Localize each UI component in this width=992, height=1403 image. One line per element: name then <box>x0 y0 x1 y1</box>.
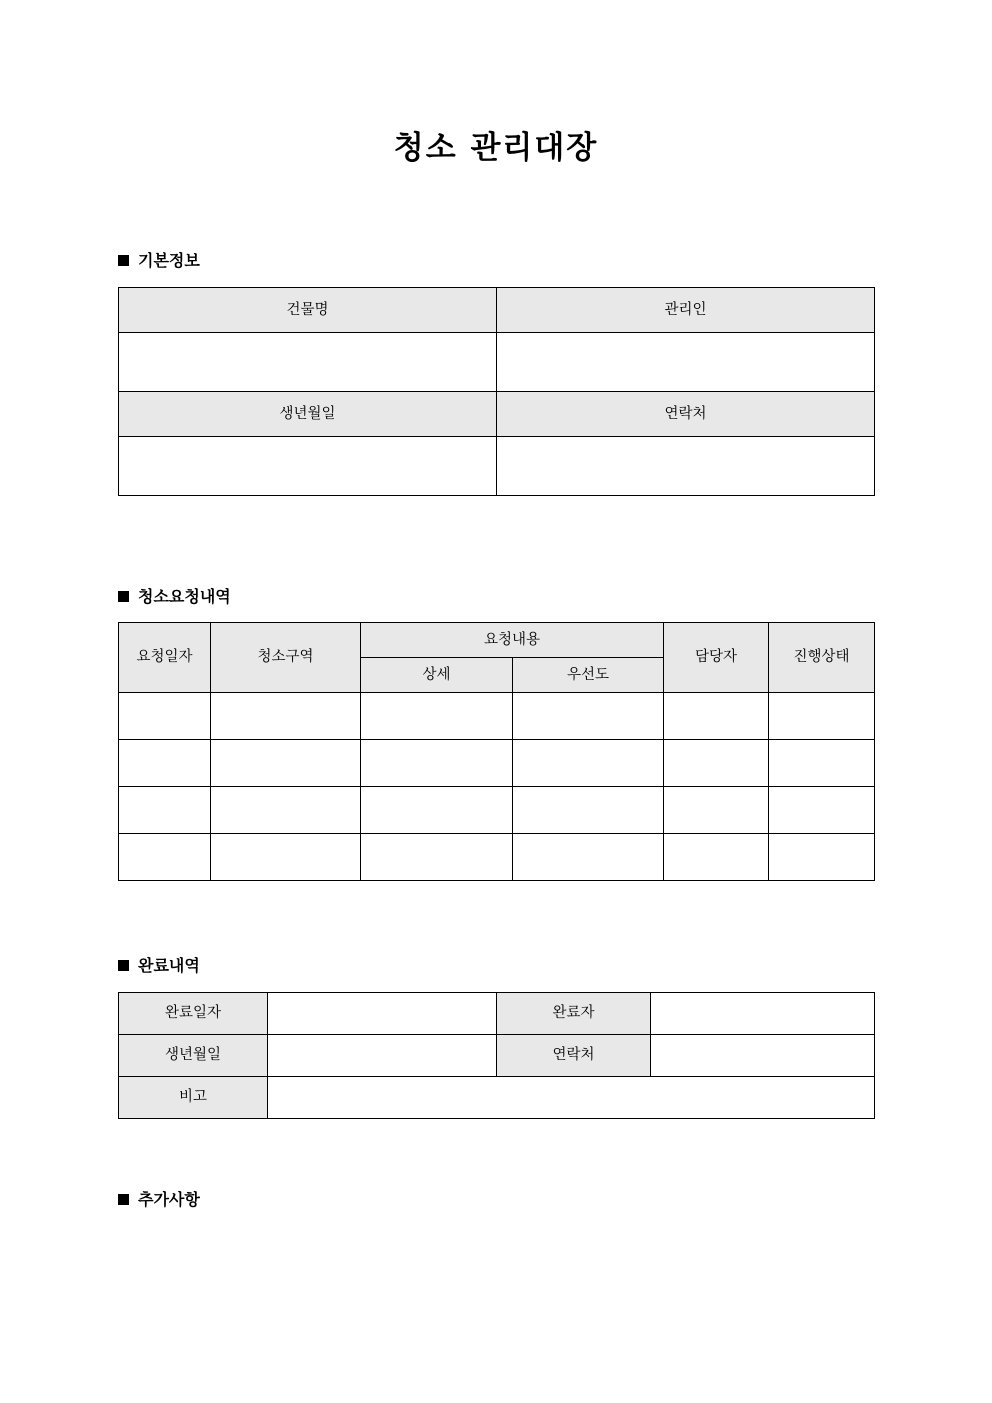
header-cell-manager: 관리인 <box>497 288 875 333</box>
header-cell-request-content-group: 요청내용 <box>361 623 664 658</box>
cell-content-priority[interactable] <box>513 693 664 740</box>
table-row <box>119 437 875 496</box>
input-cell-completion-date[interactable] <box>268 993 497 1035</box>
cell-cleaning-area[interactable] <box>211 693 361 740</box>
table-header-row-top <box>119 623 875 658</box>
cell-content-priority[interactable] <box>513 834 664 881</box>
cell-status[interactable] <box>769 740 875 787</box>
input-cell-building-name[interactable] <box>119 333 497 392</box>
cell-request-date[interactable] <box>119 740 211 787</box>
cell-assignee[interactable] <box>664 787 769 834</box>
table-row <box>119 1077 875 1119</box>
cell-request-date[interactable] <box>119 834 211 881</box>
header-cell-building-name: 건물명 <box>119 288 497 333</box>
table-row <box>119 693 875 740</box>
input-cell-contact[interactable] <box>497 437 875 496</box>
input-cell-manager[interactable] <box>497 333 875 392</box>
input-cell-completion-contact[interactable] <box>651 1035 875 1077</box>
cell-content-detail[interactable] <box>361 834 513 881</box>
input-cell-completion-birthdate[interactable] <box>268 1035 497 1077</box>
page-title: 청소 관리대장 <box>393 130 599 166</box>
cell-assignee[interactable] <box>664 693 769 740</box>
table-row <box>119 288 875 333</box>
header-cell-birthdate: 생년월일 <box>119 392 497 437</box>
header-cell-completion-contact: 연락처 <box>497 1035 651 1077</box>
table-row <box>119 392 875 437</box>
header-cell-cleaning-area: 청소구역 <box>211 623 361 693</box>
input-cell-completed-by[interactable] <box>651 993 875 1035</box>
section-heading-label: 청소요청내역 <box>138 587 231 606</box>
table-row <box>119 834 875 881</box>
cell-request-date[interactable] <box>119 787 211 834</box>
input-cell-remarks[interactable] <box>268 1077 875 1119</box>
cell-content-detail[interactable] <box>361 787 513 834</box>
cell-content-priority[interactable] <box>513 787 664 834</box>
header-cell-assignee: 담당자 <box>664 623 769 693</box>
header-cell-remarks: 비고 <box>119 1077 268 1119</box>
table-row <box>119 787 875 834</box>
section-heading-label: 완료내역 <box>138 956 200 975</box>
cell-status[interactable] <box>769 834 875 881</box>
cell-status[interactable] <box>769 693 875 740</box>
cleaning-request-table <box>118 622 875 881</box>
cell-content-priority[interactable] <box>513 740 664 787</box>
cell-content-detail[interactable] <box>361 740 513 787</box>
header-cell-content-priority: 우선도 <box>513 658 664 693</box>
input-cell-birthdate[interactable] <box>119 437 497 496</box>
header-cell-contact: 연락처 <box>497 392 875 437</box>
table-row <box>119 740 875 787</box>
header-cell-completion-birthdate: 생년월일 <box>119 1035 268 1077</box>
cell-status[interactable] <box>769 787 875 834</box>
cell-assignee[interactable] <box>664 740 769 787</box>
section-heading-basic-info <box>118 251 200 270</box>
section-heading-label: 기본정보 <box>138 251 200 270</box>
cell-content-detail[interactable] <box>361 693 513 740</box>
square-bullet-icon <box>118 255 129 266</box>
cell-assignee[interactable] <box>664 834 769 881</box>
table-row <box>119 1035 875 1077</box>
section-heading-cleaning-request <box>118 587 231 606</box>
square-bullet-icon <box>118 591 129 602</box>
cell-cleaning-area[interactable] <box>211 740 361 787</box>
header-cell-completed-by: 완료자 <box>497 993 651 1035</box>
section-heading-label: 추가사항 <box>138 1190 200 1209</box>
completion-table <box>118 992 875 1119</box>
cell-request-date[interactable] <box>119 693 211 740</box>
table-row <box>119 993 875 1035</box>
header-cell-request-date: 요청일자 <box>119 623 211 693</box>
header-cell-content-detail: 상세 <box>361 658 513 693</box>
square-bullet-icon <box>118 960 129 971</box>
cell-cleaning-area[interactable] <box>211 787 361 834</box>
cell-cleaning-area[interactable] <box>211 834 361 881</box>
header-cell-completion-date: 완료일자 <box>119 993 268 1035</box>
table-row <box>119 333 875 392</box>
basic-info-table <box>118 287 875 496</box>
header-cell-status: 진행상태 <box>769 623 875 693</box>
square-bullet-icon <box>118 1194 129 1205</box>
section-heading-completion <box>118 956 200 975</box>
section-heading-additional-items <box>118 1190 200 1209</box>
